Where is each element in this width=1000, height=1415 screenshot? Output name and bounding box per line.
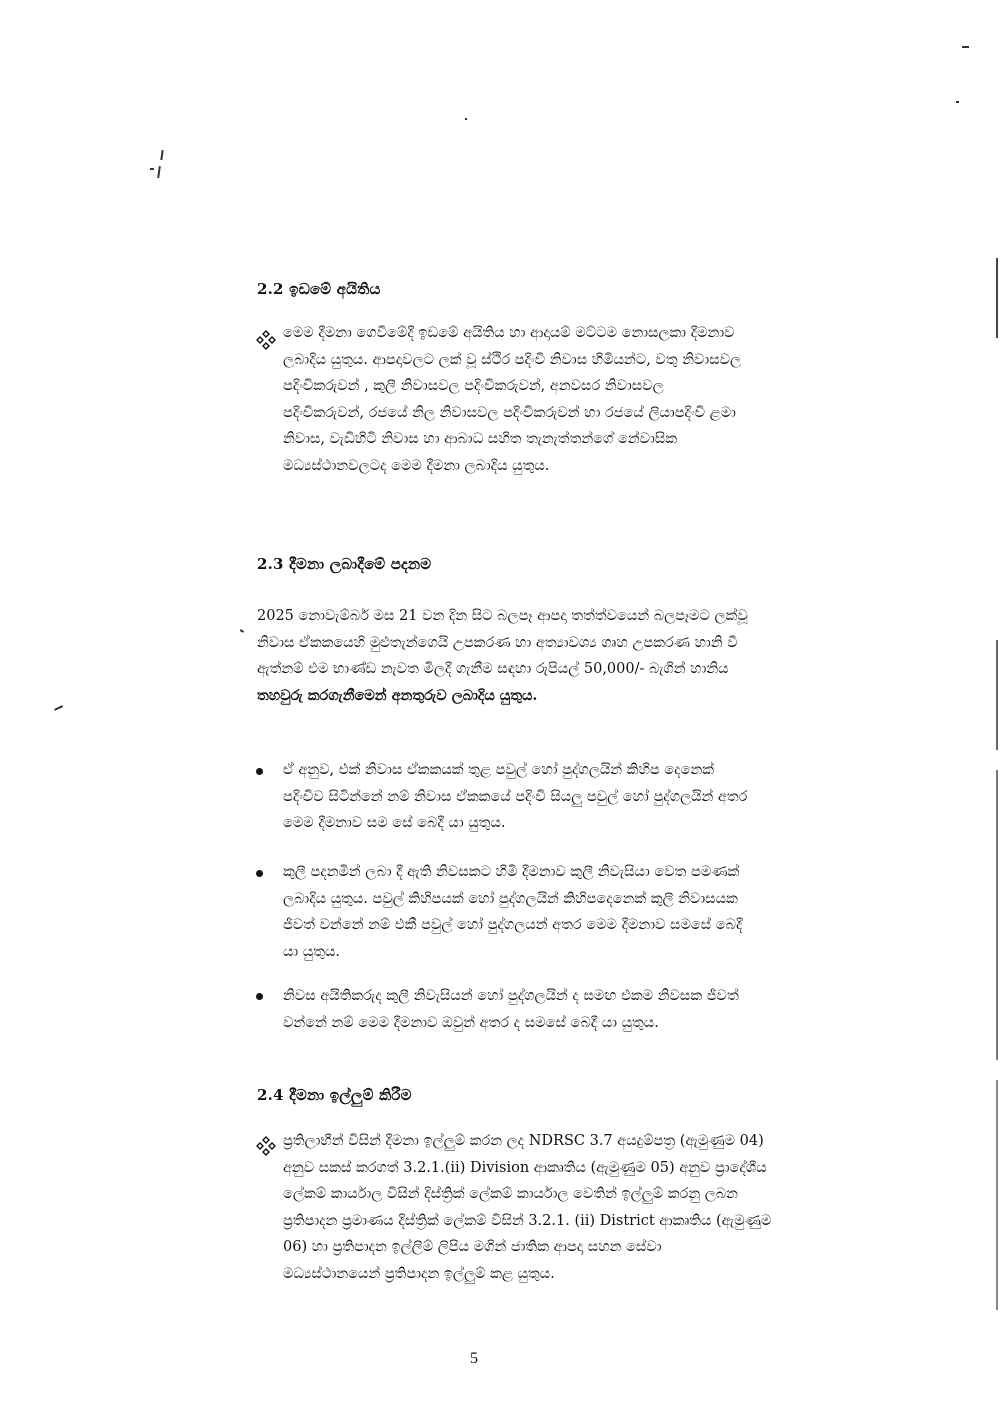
scan-mark [465,118,467,120]
four-diamond-bullet-icon [256,1136,276,1156]
text-line: මධ්‍යස්ථානයෙන් ප්‍රතිපාදන ඉල්ලුම් කළ යුතුය. [283,1265,555,1282]
text-line: පදිංචිකරුවන් , කුලී නිවාසවල පදිංචිකරුවන්, අනවසර නිවාසවල [283,378,664,395]
four-diamond-bullet-icon [256,330,276,350]
text-line: 2025 නොවැම්බර් මස 21 වන දින සිට බලපෑ ආපදා තත්ත්වයෙන් බලපෑමට ලක්වූ [257,608,748,624]
text-line: 06) හා ප්‍රතිපාදන ඉල්ලීම් ලිපිය මගින් ජාතික ආපදා සහන සේවා [283,1239,662,1256]
text-line: යා යුතුය. [283,943,341,960]
filled-circle-bullet-icon [256,993,263,1000]
section-heading-2-2: 2.2 ඉඩමේ අයිතිය [257,280,381,298]
scan-mark [54,705,63,710]
text-line: ලබාදිය යුතුය. පවුල් කිහිපයක් හෝ පුද්ගලයින් කිහිපදෙනෙක් කුලී නිවාසයක [283,890,738,907]
section-2-3-bullet-1 [283,757,855,837]
page-number: 5 [470,1350,478,1367]
text-line: ජීවත් වන්නේ නම් එකී පවුල් හෝ පුද්ගලයන් අතර මෙම දීමනාව සමසේ බෙදී [283,917,743,934]
text-line: ලේකම් කාර්යාල විසින් දිස්ත්‍රික් ලේකම් කාර්යාල වෙතින් ඉල්ලුම් කරනු ලබන [283,1186,738,1203]
text-line: ඒ අනුව, එක් නිවාස ඒකකයක් තුළ පවුල් හෝ පුද්ගලයින් කිහිප දෙනෙක් [283,762,715,778]
section-2-4-paragraph [283,1128,855,1288]
scan-mark [962,46,969,48]
section-2-3-bullet-2 [283,859,855,965]
text-line: කුලී පදනමින් ලබා දී ඇති නිවසකට හිමි දීමනාව කුලී නිවැසියා වෙත පමණක් [283,864,740,880]
text-line: මධ්‍යස්ථානවලටද මෙම දීමනා ලබාදිය යුතුය. [283,457,550,474]
scan-mark [157,166,160,178]
text-line: වන්නේ නම් මෙම දීමනාව ඔවුන් අතර ද සමසේ බෙදී යා යුතුය. [283,1014,659,1031]
text-line: මෙම දීමනාව සම සේ බෙදී යා යුතුය. [283,815,506,832]
scan-mark [996,640,998,750]
scan-mark [996,258,998,338]
text-line: ප්‍රතිපාදන ප්‍රමාණය දිස්ත්‍රික් ලේකම් විසින් 3.2.1. (ii) District ආකෘතිය (ඇමුණුම [283,1212,772,1229]
scan-mark [160,150,163,160]
section-2-3-intro [257,603,855,709]
section-2-2-paragraph [283,320,855,480]
text-line: ලබාදිය යුතුය. ආපදාවලට ලක් වූ ස්ථිර පදිංචි නිවාස හිමියන්ට, වතු නිවාසවල [283,351,742,368]
text-line: මෙම දීමනා ගෙවීමේදී ඉඩමේ අයිතිය හා ආදායම් මට්ටම නොසලකා දීමනාව [283,325,735,341]
text-line: ප්‍රතිලාභීන් විසින් දීමනා ඉල්ලුම් කරන ලද NDRSC 3.7 අයදුම්පත්‍ර (ඇමුණුම 04) [283,1133,764,1149]
section-heading-2-3: 2.3 දීමනා ලබාදීමේ පදනම [257,555,432,573]
section-heading-2-4: 2.4 දීමනා ඉල්ලුම් කිරීම [257,1086,412,1104]
filled-circle-bullet-icon [256,768,263,775]
scan-mark [996,1080,998,1310]
scan-mark [240,629,244,632]
text-line: පදිංචිකරුවන්, රජයේ නිල නිවාසවල පදිංචිකරුවන් හා රජයේ ලියාපදිංචි ළමා [283,404,736,421]
text-line: නිවස අයිතිකරුද කුලී නිවැසියන් හෝ පුද්ගලයින් ද සමඟ එකම නිවසක ජීවත් [283,988,739,1004]
scan-mark [956,101,959,103]
text-line: පදිංචිව සිටින්නේ නම් නිවාස ඒකකයේ පදිංචි සියලු පවුල් හෝ පුද්ගලයින් අතර [283,788,748,805]
scan-mark [150,168,154,170]
text-line: නිවාස ඒකකයෙහි මුළුතැන්ගෙයි උපකරණ හා අත්‍යාවශ්‍ය ගෘහ උපකරණ හානි වී [257,634,738,651]
text-line: තහවුරු කරගැනීමෙන් අනතුරුව ලබාදිය යුතුය. [257,686,538,704]
text-line: ඇත්නම් එම භාණ්ඩ නැවත මිලදී ගැනීම සඳහා රුපියල් 50,000/- බැගින් හානිය [257,661,729,678]
text-line: අනුව සකස් කරගත් 3.2.1.(ii) Division ආකෘතිය (ඇමුණුම 05) අනුව ප්‍රාදේශීය [283,1159,767,1176]
section-2-3-bullet-3 [283,983,855,1036]
text-line: නිවාස, වැඩිහිටි නිවාස හා ආබාධ සහිත තැනැත්තන්ගේ නේවාසික [283,431,678,448]
scan-mark [996,770,998,1060]
filled-circle-bullet-icon [256,870,263,877]
